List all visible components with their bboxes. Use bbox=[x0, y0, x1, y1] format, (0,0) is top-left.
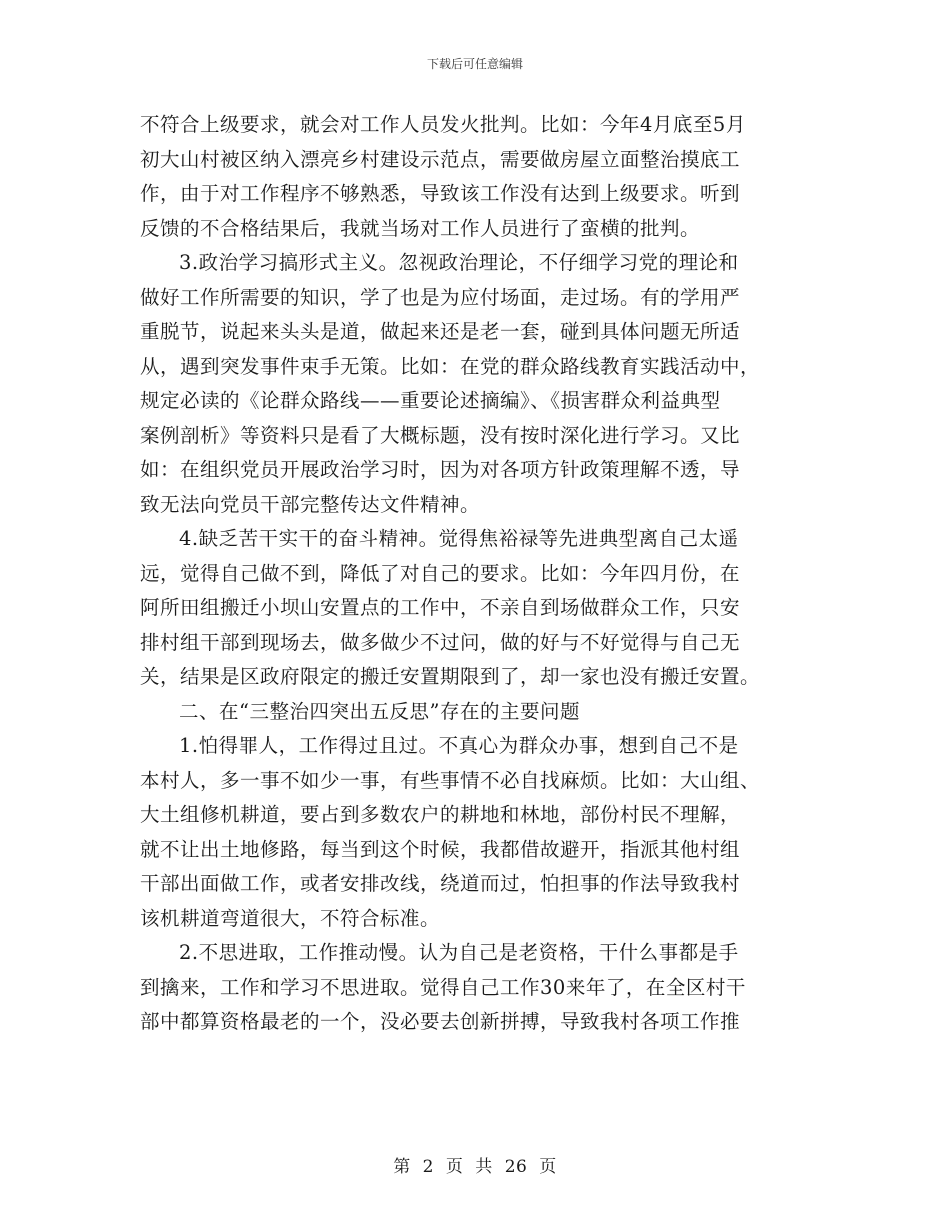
text-line: 该机耕道弯道很大，不符合标准。 bbox=[140, 906, 441, 930]
text-line: 2.不思进取，工作推动慢。认为自己是老资格，干什么事都是手 bbox=[179, 941, 739, 964]
text-line: 做好工作所需要的知识，学了也是为应付场面，走过场。有的学用严 bbox=[140, 285, 741, 309]
page-footer: 第 2 页 共 26 页 bbox=[393, 1157, 557, 1177]
text-line: 就不让出土地修路，每当到这个时候，我都借故避开，指派其他村组 bbox=[140, 837, 741, 861]
text-line: 到擒来，工作和学习不思进取。觉得自己工作30来年了，在全区村干 bbox=[140, 975, 746, 999]
text-line: 排村组干部到现场去，做多做少不过问，做的好与不好觉得与自己无 bbox=[140, 630, 741, 654]
page-header: 下载后可任意编辑 bbox=[426, 57, 523, 71]
text-line: 4.缺乏苦干实干的奋斗精神。觉得焦裕禄等先进典型离自己太遥 bbox=[179, 527, 739, 550]
text-line: 案例剖析》等资料只是看了大概标题，没有按时深化进行学习。又比 bbox=[140, 423, 741, 447]
text-line: 致无法向党员干部完整传达文件精神。 bbox=[140, 492, 481, 516]
text-line: 干部出面做工作，或者安排改线，绕道而过，怕担事的作法导致我村 bbox=[140, 872, 741, 895]
text-line: 重脱节，说起来头头是道，做起来还是老一套，碰到具体问题无所适 bbox=[140, 320, 741, 343]
text-line: 初大山村被区纳入漂亮乡村建设示范点，需要做房屋立面整治摸底工 bbox=[140, 147, 741, 171]
document-body bbox=[140, 108, 810, 1040]
text-line: 关，结果是区政府限定的搬迁安置期限到了，却一家也没有搬迁安置。 bbox=[140, 665, 761, 688]
text-line: 3.政治学习搞形式主义。忽视政治理论，不仔细学习党的理论和 bbox=[179, 251, 739, 274]
text-line: 大土组修机耕道，要占到多数农户的耕地和林地，部份村民不理解， bbox=[140, 803, 741, 826]
text-line: 本村人，多一事不如少一事，有些事情不必自找麻烦。比如：大山组、 bbox=[140, 768, 761, 792]
text-line: 远，觉得自己做不到，降低了对自己的要求。比如：今年四月份，在 bbox=[140, 561, 741, 585]
text-line: 不符合上级要求，就会对工作人员发火批判。比如：今年4月底至5月 bbox=[140, 113, 746, 136]
text-line: 规定必读的《论群众路线——重要论述摘编》、《损害群众利益典型 bbox=[140, 389, 721, 412]
text-line: 1.怕得罪人，工作得过且过。不真心为群众办事，想到自己不是 bbox=[179, 734, 739, 757]
text-line: 从，遇到突发事件束手无策。比如：在党的群众路线教育实践活动中， bbox=[140, 354, 761, 378]
text-line: 如：在组织党员开展政治学习时，因为对各项方针政策理解不透，导 bbox=[140, 458, 741, 481]
text-line: 作，由于对工作程序不够熟悉，导致该工作没有达到上级要求。听到 bbox=[140, 182, 741, 205]
text-line: 阿所田组搬迁小坝山安置点的工作中，不亲自到场做群众工作，只安 bbox=[140, 596, 741, 619]
text-line: 部中都算资格最老的一个，没必要去创新拼搏，导致我村各项工作推 bbox=[140, 1010, 741, 1033]
text-line: 反馈的不合格结果后，我就当场对工作人员进行了蛮横的批判。 bbox=[140, 216, 701, 240]
section-heading: 二、在“三整治四突出五反思”存在的主要问题 bbox=[179, 699, 580, 723]
